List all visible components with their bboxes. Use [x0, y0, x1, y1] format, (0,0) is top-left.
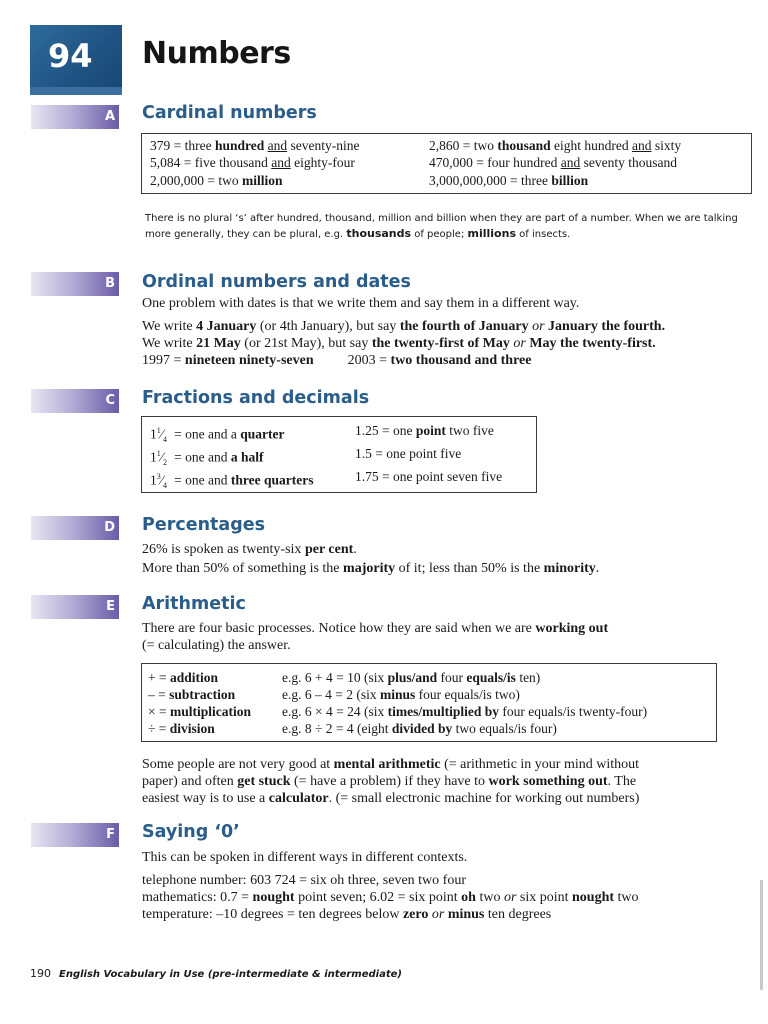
section-heading-b: Ordinal numbers and dates: [142, 272, 411, 292]
section-heading-a: Cardinal numbers: [142, 103, 317, 123]
cardinal-row-1-left: 379 = three hundred and seventy-nine: [150, 138, 360, 153]
arithmetic-box: [141, 663, 717, 742]
fractions-box: [141, 416, 537, 493]
section-letter: D: [104, 520, 115, 535]
ordinal-line-3: We write 21 May (or 21st May), but say the twenty-first of May or May the twenty-first.: [142, 336, 656, 351]
section-marker-f: [31, 823, 119, 847]
cardinal-numbers-box: [141, 133, 752, 194]
cardinal-row-2-left: 5,084 = five thousand and eighty-four: [150, 155, 355, 170]
section-letter: E: [106, 599, 115, 614]
zero-line-3: mathematics: 0.7 = nought point seven; 6.02 = six point oh two or six point nought two: [142, 890, 639, 905]
cardinal-row-3-right: 3,000,000,000 = three billion: [429, 173, 589, 188]
decimal-row-3: 1.75 = one point seven five: [355, 469, 503, 484]
section-marker-c: [31, 389, 119, 413]
badge-stripe: [30, 87, 122, 95]
cardinal-row-3-left: 2,000,000 = two million: [150, 173, 283, 188]
zero-line-2: telephone number: 603 724 = six oh three, seven two four: [142, 873, 466, 888]
percentages-line-2: More than 50% of something is the majority of it; less than 50% is the minority.: [142, 561, 600, 576]
percentages-line-1: 26% is spoken as twenty-six per cent.: [142, 542, 357, 557]
section-heading-d: Percentages: [142, 515, 266, 535]
cardinal-row-1-right: 2,860 = two thousand eight hundred and sixty: [429, 138, 682, 153]
section-marker-a: [31, 105, 119, 129]
arithmetic-example-multiplication: e.g. 6 × 4 = 24 (six times/multiplied by four equals/is twenty-four): [282, 704, 648, 719]
arithmetic-intro-1: There are four basic processes. Notice how they are said when we are working out: [142, 621, 609, 636]
arithmetic-op-multiplication: × = multiplication: [148, 704, 251, 719]
section-marker-b: [31, 272, 119, 296]
ordinal-line-2: We write 4 January (or 4th January), but say the fourth of January or January the fourth.: [142, 319, 666, 334]
cardinal-row-2-right: 470,000 = four hundred and seventy thousand: [429, 155, 677, 170]
unit-title: Numbers: [142, 36, 291, 71]
cardinal-plural-note: There is no plural ‘s’ after hundred, thousand, million and billion when they are part of a number. When we are talking more generally, they can be plural, e.g. thousands of people; millions of insects.: [145, 213, 738, 240]
section-letter: F: [106, 827, 115, 842]
section-letter: A: [104, 109, 115, 124]
section-heading-c: Fractions and decimals: [142, 388, 370, 408]
arithmetic-after-2: paper) and often get stuck (= have a problem) if they have to work something out. The: [142, 774, 637, 789]
arithmetic-op-division: ÷ = division: [148, 721, 215, 736]
unit-number-badge: [30, 25, 122, 95]
section-letter: B: [105, 276, 115, 291]
page-number: 190: [30, 967, 51, 980]
zero-line-1: This can be spoken in different ways in different contexts.: [142, 850, 468, 865]
page-footer: [30, 967, 402, 980]
section-heading-e: Arithmetic: [142, 594, 246, 614]
arithmetic-op-addition: + = addition: [148, 670, 219, 685]
arithmetic-example-subtraction: e.g. 6 – 4 = 2 (six minus four equals/is two): [282, 687, 520, 702]
decimal-row-1: 1.25 = one point two five: [355, 423, 494, 438]
book-title: English Vocabulary in Use (pre-intermediate & intermediate): [59, 969, 402, 980]
section-marker-e: [31, 595, 119, 619]
arithmetic-example-addition: e.g. 6 + 4 = 10 (six plus/and four equals/is ten): [282, 670, 541, 685]
fraction-row-2: $1^1⁄_2$ = one and a half: [150, 449, 264, 468]
unit-number: 94: [48, 37, 93, 75]
page-edge-shadow: [760, 880, 763, 990]
section-letter: C: [105, 393, 115, 408]
decimal-row-2: 1.5 = one point five: [355, 446, 462, 461]
arithmetic-after-1: Some people are not very good at mental arithmetic (= arithmetic in your mind without: [142, 757, 640, 772]
arithmetic-example-division: e.g. 8 ÷ 2 = 4 (eight divided by two equals/is four): [282, 721, 557, 736]
section-heading-f: Saying ‘0’: [142, 822, 240, 842]
ordinal-line-4: 1997 = nineteen ninety-seven 2003 = two thousand and three: [142, 353, 532, 368]
arithmetic-intro-2: (= calculating) the answer.: [142, 638, 291, 653]
fraction-row-3: $1^3⁄_4$ = one and three quarters: [150, 472, 314, 491]
fraction-row-1: $1^1⁄_4$ = one and a quarter: [150, 426, 285, 445]
section-marker-d: [31, 516, 119, 540]
arithmetic-op-subtraction: – = subtraction: [148, 687, 236, 702]
arithmetic-after-3: easiest way is to use a calculator. (= small electronic machine for working out numbers): [142, 791, 640, 806]
zero-line-4: temperature: –10 degrees = ten degrees below zero or minus ten degrees: [142, 907, 552, 922]
ordinal-line-1: One problem with dates is that we write them and say them in a different way.: [142, 296, 580, 311]
